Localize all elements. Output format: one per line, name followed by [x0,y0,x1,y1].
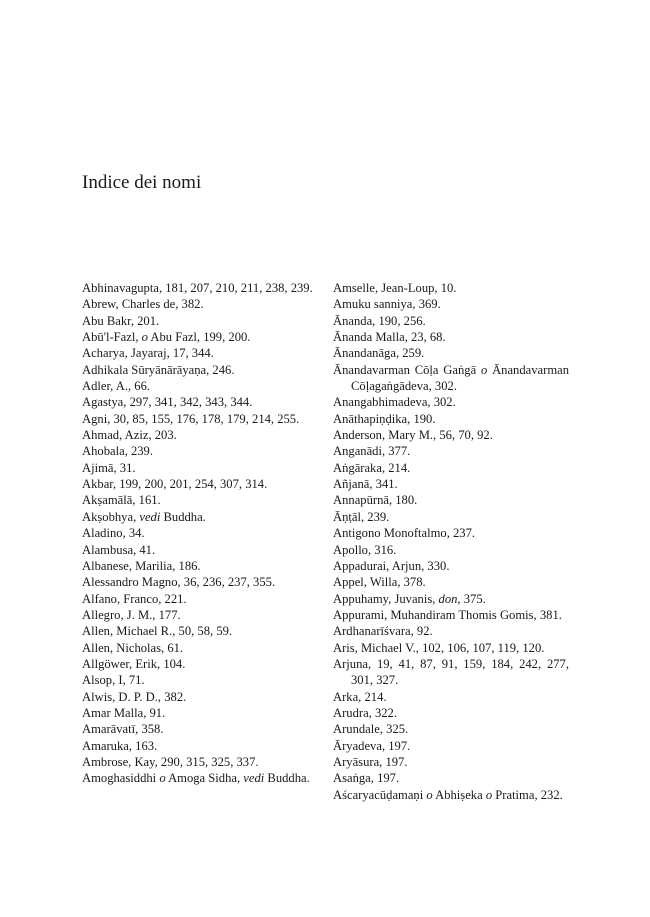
index-entry: Ahmad, Aziz, 203. [82,428,177,443]
index-entry: Anangabhimadeva, 302. [333,395,456,410]
index-entry-fragment: Akṣobhya, [82,509,140,524]
index-entry: Allen, Nicholas, 61. [82,640,184,655]
index-entry: Agastya, 297, 341, 342, 343, 344. [82,395,253,410]
index-column-right [333,280,569,803]
index-entry: Aladino, 34. [82,526,145,541]
index-entry-fragment: vedi [243,771,265,786]
index-entry-fragment: Abhiṣeka [432,787,486,802]
index-entry-fragment: o [480,362,488,377]
index-entry: Ānandanāga, 259. [333,346,425,361]
index-entry-fragment: don [438,591,458,606]
index-entry: Asaṅga, 197. [333,771,400,786]
index-entry: Ardhanarīśvara, 92. [333,624,433,639]
page-title: Indice dei nomi [82,172,202,193]
index-entry-fragment: Amoga Sidha, [165,771,244,786]
index-entry: Appadurai, Arjun, 330. [333,558,450,573]
index-entry-fragment: vedi [139,509,161,524]
index-entry-fragment: Pratima, 232. [492,787,563,802]
index-entry: Appurami, Muhandiram Thomis Gomis, 381. [333,607,562,622]
index-entry [333,787,569,803]
index-entry-fragment: Appuhamy, Juvanis, [333,591,439,606]
index-entry-fragment: , 375. [457,591,486,606]
index-entry: Āṇṭāl, 239. [333,509,390,524]
index-entry: Abhinavagupta, 181, 207, 210, 211, 238, 239. [82,281,313,295]
index-entry: Aryāsura, 197. [333,754,408,769]
index-entry: Amselle, Jean-Loup, 10. [333,281,457,295]
index-entry: Ānanda, 190, 256. [333,313,426,328]
index-entry: Anganādi, 377. [333,444,411,459]
index-entry: Appel, Willa, 378. [333,575,426,590]
index-entry: Adler, A., 66. [82,379,151,394]
index-entry: Annapūrnā, 180. [333,493,418,508]
index-entry: Anāthapiṇḍika, 190. [333,411,436,426]
index-entry: Amaruka, 163. [82,738,158,753]
index-entry-fragment: o [426,787,433,802]
index-entry: Antigono Monoftalmo, 237. [333,526,476,541]
index-entry-fragment: Ānandavarman Cōḷagaṅgādeva, 302. [351,362,570,394]
index-entry: Alsop, I, 71. [82,673,145,688]
index-entry: Ānanda Malla, 23, 68. [333,330,446,345]
index-entry: Alwis, D. P. D., 382. [82,689,187,704]
index-entry: Allgöwer, Erik, 104. [82,656,186,671]
index-entry: Ajimā, 31. [82,460,136,475]
index-entry-fragment: Amoghasiddhi [82,771,160,786]
index-entry-fragment: Abu Fazl, 199, 200. [147,330,251,345]
index-entry-fragment: o [141,330,148,345]
index-entry: Adhikala Sūryānārāyaṇa, 246. [82,362,235,377]
index-entry: Arudra, 322. [333,705,398,720]
index-entry: Añjanā, 341. [333,477,398,492]
index-entry-fragment: o [159,771,166,786]
index-column-left [82,280,318,787]
index-entry-fragment: Abū'l-Fazl, [82,330,142,345]
index-entry [82,770,318,786]
index-entry-fragment: Buddha. [264,771,310,786]
index-entry: Amar Malla, 91. [82,705,166,720]
index-entry: Apollo, 316. [333,542,397,557]
index-entry-fragment: Buddha. [160,509,206,524]
index-entry: Alfano, Franco, 221. [82,591,187,606]
index-entry [333,362,569,395]
index-entry [82,509,318,525]
index-entry: Agni, 30, 85, 155, 176, 178, 179, 214, 255. [82,411,300,426]
index-entry: Abu Bakr, 201. [82,313,160,328]
index-entry: Acharya, Jayaraj, 17, 344. [82,346,214,361]
index-entry: Anderson, Mary M., 56, 70, 92. [333,428,493,443]
index-entry: Ambrose, Kay, 290, 315, 325, 337. [82,754,259,769]
index-entry: Akṣamālā, 161. [82,493,161,508]
index-entry: Amuku sanniya, 369. [333,297,441,312]
index-entry: Arjuna, 19, 41, 87, 91, 159, 184, 242, 277, 301, 327. [333,656,569,688]
index-entry: Arka, 214. [333,689,387,704]
index-entry: Arundale, 325. [333,722,409,737]
index-entry: Ahobala, 239. [82,444,153,459]
index-entry: Abrew, Charles de, 382. [82,297,204,312]
index-entry: Aris, Michael V., 102, 106, 107, 119, 120. [333,640,545,655]
index-entry [333,591,569,607]
index-entry: Alessandro Magno, 36, 236, 237, 355. [82,575,276,590]
index-entry: Allegro, J. M., 177. [82,607,181,622]
index-entry: Amarāvatī, 358. [82,722,164,737]
index-entry: Āryadeva, 197. [333,738,411,753]
index-entry-fragment: o [485,787,493,802]
index-entry: Allen, Michael R., 50, 58, 59. [82,624,233,639]
index-entry-fragment: Ānandavarman Cōḷa Gaṅgā [333,362,481,377]
index-entry [82,329,318,345]
index-entry: Akbar, 199, 200, 201, 254, 307, 314. [82,477,268,492]
index-entry: Albanese, Marilia, 186. [82,558,201,573]
index-entry-fragment: Aścaryacūḍamaṇi [333,787,427,802]
index-entry: Alambusa, 41. [82,542,156,557]
index-entry: Aṅgāraka, 214. [333,460,411,475]
